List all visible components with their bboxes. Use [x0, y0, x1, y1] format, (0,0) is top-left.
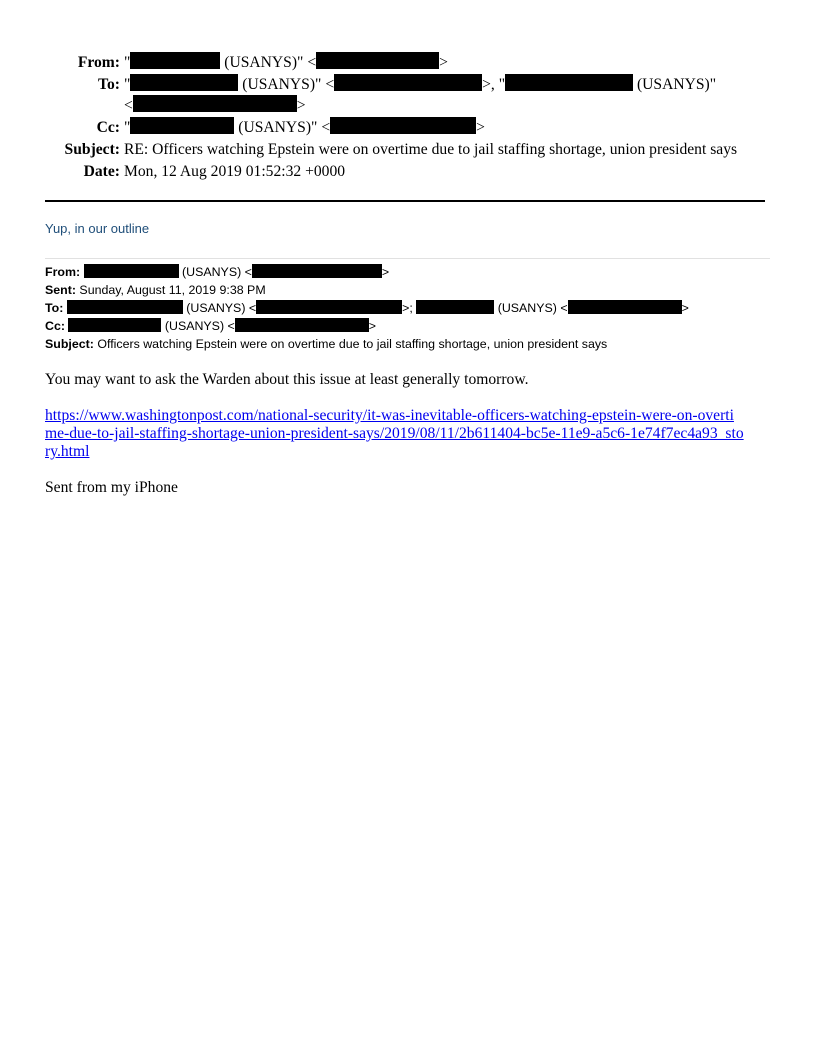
outer-to-value — [124, 74, 780, 116]
outer-date-value: Mon, 12 Aug 2019 01:52:32 +0000 — [124, 163, 346, 180]
redaction-box — [316, 52, 439, 69]
outer-cc-row — [0, 117, 780, 138]
inner-cc-org: (USANYS) < — [161, 319, 235, 333]
outer-to-org-2: (USANYS)" — [633, 76, 717, 93]
outer-from-quote: " — [124, 54, 131, 71]
outer-subject-value: RE: Officers watching Epstein were on overtime due to jail staffing shortage, union president says — [124, 141, 738, 158]
header-divider — [45, 200, 765, 202]
outer-subject-row — [0, 139, 780, 160]
inner-to-sep: >; — [402, 301, 417, 315]
outer-from-value — [124, 52, 780, 73]
inner-from-row — [45, 263, 689, 281]
inner-to-close: > — [681, 301, 689, 315]
outer-from-label: From: — [77, 54, 120, 71]
inner-to-row — [45, 299, 689, 317]
outer-to-sep: >, " — [482, 76, 506, 93]
redaction-box — [133, 95, 297, 112]
article-link-paragraph — [45, 407, 745, 461]
redaction-box — [130, 117, 234, 134]
signature: Sent from my iPhone — [45, 479, 178, 496]
outer-date-label: Date: — [83, 163, 120, 180]
outer-cc-org: (USANYS)" < — [234, 119, 331, 136]
outer-from-org: (USANYS)" < — [220, 54, 317, 71]
redaction-box — [256, 300, 402, 314]
redaction-box — [505, 74, 633, 91]
outer-date-row — [0, 161, 780, 182]
inner-cc-row — [45, 317, 689, 335]
outer-to-label: To: — [98, 76, 120, 93]
redaction-box — [130, 74, 238, 91]
outer-email-header — [0, 52, 780, 183]
outer-to-org: (USANYS)" < — [238, 76, 335, 93]
outer-cc-label: Cc: — [96, 119, 120, 136]
inner-to-org: (USANYS) < — [182, 301, 257, 315]
inner-cc-label: Cc: — [45, 319, 65, 333]
inner-to-org-2: (USANYS) < — [494, 301, 568, 315]
redaction-box — [334, 74, 482, 91]
redaction-box — [568, 300, 682, 314]
inner-subject-value: Officers watching Epstein were on overtime due to jail staffing shortage, union president says — [93, 337, 608, 351]
inner-cc-close: > — [368, 319, 376, 333]
redaction-box — [416, 300, 494, 314]
redaction-box — [68, 318, 161, 332]
outer-to-open: < — [124, 97, 133, 114]
inner-from-close: > — [381, 265, 390, 279]
article-link[interactable]: https://www.washingtonpost.com/national-security/it-was-inevitable-officers-watching-epstein-were-on-overtime-due-to-jail-staffing-shortage-union-president-says/2019/08/11/2b611404-bc5e-11e9-a5c6-1e74f7ec4a93_story.html — [45, 407, 744, 460]
outer-cc-value — [124, 117, 780, 138]
outer-subject-label: Subject: — [64, 141, 120, 158]
outer-to-row — [0, 74, 780, 116]
inner-to-label: To: — [45, 301, 64, 315]
redaction-box — [330, 117, 476, 134]
outer-to-close: > — [296, 97, 306, 114]
inner-from-label: From: — [45, 265, 81, 279]
reply-text: Yup, in our outline — [45, 221, 150, 236]
outer-to-quote: " — [124, 76, 131, 93]
outer-cc-quote: " — [124, 119, 131, 136]
outer-from-close: > — [439, 54, 448, 71]
redaction-box — [67, 300, 183, 314]
inner-sent-row — [45, 281, 689, 299]
outer-cc-close: > — [476, 119, 485, 136]
inner-sent-label: Sent: — [45, 283, 76, 297]
redaction-box — [235, 318, 369, 332]
inner-subject-label: Subject: — [45, 337, 94, 351]
body-paragraph: You may want to ask the Warden about this issue at least generally tomorrow. — [45, 371, 529, 388]
quoted-email-header — [45, 263, 689, 353]
outer-from-row — [0, 52, 780, 73]
redaction-box — [84, 264, 179, 278]
inner-subject-row — [45, 335, 689, 353]
outer-to-line-2 — [124, 95, 780, 116]
redaction-box — [252, 264, 382, 278]
inner-sent-value: Sunday, August 11, 2019 9:38 PM — [75, 283, 266, 297]
inner-from-org: (USANYS) < — [178, 265, 252, 279]
redaction-box — [130, 52, 220, 69]
outer-to-line-1 — [124, 74, 780, 95]
email-body — [45, 371, 745, 515]
forward-divider — [45, 258, 770, 259]
